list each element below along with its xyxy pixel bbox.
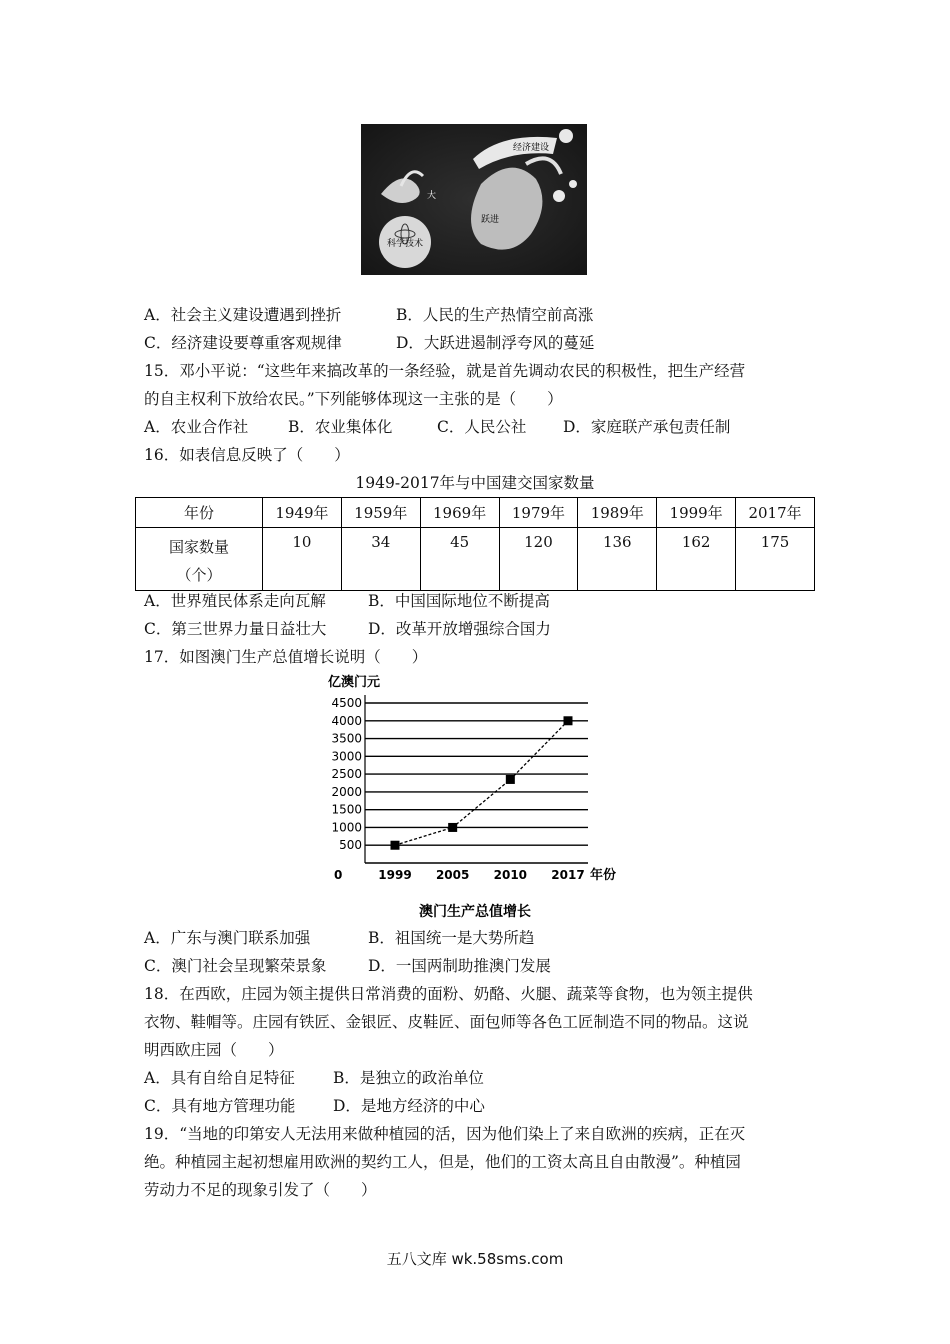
chart-x-tick-label: 2017 bbox=[551, 868, 585, 882]
chart-y-tick-label: 500 bbox=[339, 838, 362, 853]
q17-option-c: C．澳门社会呈现繁荣景象 bbox=[144, 957, 327, 975]
chart-series-line bbox=[395, 721, 568, 845]
q14-option-a: A．社会主义建设遭遇到挫折 bbox=[144, 306, 342, 324]
chart-grid bbox=[365, 695, 588, 863]
page-footer: 五八文库 wk.58sms.com bbox=[386, 1250, 564, 1268]
table-header-cell: 1969年 bbox=[420, 498, 499, 528]
q17-stem: 17．如图澳门生产总值增长说明（ ） bbox=[144, 648, 428, 666]
chart-y-tick-label: 1000 bbox=[331, 820, 362, 835]
table-header-cell: 1949年 bbox=[263, 498, 342, 528]
q16-stem: 16．如表信息反映了（ ） bbox=[144, 446, 350, 464]
q16-option-d: D．改革开放增强综合国力 bbox=[368, 620, 551, 638]
q18-stem-line1: 18．在西欧，庄园为领主提供日常消费的面粉、奶酪、火腿、蔬菜等食物，也为领主提供 bbox=[144, 985, 753, 1003]
macau-gdp-chart bbox=[320, 670, 630, 925]
chart-title: 澳门生产总值增长 bbox=[419, 904, 531, 920]
q18-stem-line3: 明西欧庄园（ ） bbox=[144, 1041, 284, 1059]
row-label-line2: （个） bbox=[176, 566, 222, 584]
q16-option-a: A．世界殖民体系走向瓦解 bbox=[144, 592, 326, 610]
cartoon-illustration bbox=[361, 124, 587, 275]
table-cell: 175 bbox=[736, 528, 815, 591]
q18-stem-line2: 衣物、鞋帽等。庄园有铁匠、金银匠、皮鞋匠、面包师等各色工匠制造不同的物品。这说 bbox=[144, 1013, 749, 1031]
chart-x-tick-label: 2010 bbox=[493, 868, 528, 882]
q16-option-c: C．第三世界力量日益壮大 bbox=[144, 620, 327, 638]
chart-y-tick-label: 2500 bbox=[331, 767, 362, 782]
table-header-cell: 1979年 bbox=[499, 498, 578, 528]
cartoon-label: 科学技术 bbox=[387, 239, 424, 249]
q18-option-c: C．具有地方管理功能 bbox=[144, 1097, 296, 1115]
chart-y-tick-label: 2000 bbox=[331, 784, 362, 799]
table-header-label: 年份 bbox=[136, 498, 263, 528]
q19-stem-line1: 19．“当地的印第安人无法用来做种植园的活，因为他们染上了来自欧洲的疾病，正在灭 bbox=[144, 1125, 746, 1143]
chart-points bbox=[391, 716, 573, 849]
table-cell: 136 bbox=[578, 528, 657, 591]
chart-y-tick-label: 3500 bbox=[331, 731, 362, 746]
table-cell: 34 bbox=[341, 528, 420, 591]
cartoon-label: 经济建设 bbox=[513, 143, 550, 153]
table-header-cell: 1959年 bbox=[341, 498, 420, 528]
q17-option-b: B．祖国统一是大势所趋 bbox=[368, 929, 535, 947]
chart-origin-label: 0 bbox=[334, 868, 343, 882]
chart-x-tick-label: 1999 bbox=[378, 868, 412, 882]
table-cell: 162 bbox=[657, 528, 736, 591]
q14-option-c: C．经济建设要尊重客观规律 bbox=[144, 334, 342, 352]
q16-option-b: B．中国国际地位不断提高 bbox=[368, 592, 550, 610]
q14-option-b: B．人民的生产热情空前高涨 bbox=[396, 306, 594, 324]
chart-y-tick-label: 3000 bbox=[331, 749, 362, 764]
q19-stem-line3: 劳动力不足的现象引发了（ ） bbox=[144, 1181, 377, 1199]
table-title: 1949-2017年与中国建交国家数量 bbox=[355, 474, 595, 492]
table-cell: 120 bbox=[499, 528, 578, 591]
cartoon-label: 大 bbox=[427, 191, 437, 201]
chart-y-tick-label: 1500 bbox=[331, 802, 362, 817]
chart-data-point bbox=[564, 716, 573, 725]
chart-data-point bbox=[448, 823, 457, 832]
diplomatic-relations-table bbox=[135, 497, 815, 591]
table-header-row bbox=[136, 498, 815, 528]
chart-x-axis-label: 年份 bbox=[590, 868, 617, 883]
q17-option-d: D．一国两制助推澳门发展 bbox=[368, 957, 551, 975]
table-header-cell: 1999年 bbox=[657, 498, 736, 528]
q18-option-d: D．是地方经济的中心 bbox=[333, 1097, 485, 1115]
q15-option-c: C．人民公社 bbox=[437, 418, 527, 436]
table-cell: 10 bbox=[263, 528, 342, 591]
table-header-cell: 1989年 bbox=[578, 498, 657, 528]
q15-option-b: B．农业集体化 bbox=[288, 418, 393, 436]
q15-stem-line1: 15．邓小平说：“这些年来搞改革的一条经验，就是首先调动农民的积极性，把生产经营 bbox=[144, 362, 746, 380]
chart-y-axis-label: 亿澳门元 bbox=[328, 675, 381, 690]
q15-option-d: D．家庭联产承包责任制 bbox=[563, 418, 731, 436]
row-label-line1: 国家数量 bbox=[168, 538, 229, 556]
chart-y-tick-label: 4000 bbox=[331, 713, 362, 728]
table-cell: 45 bbox=[420, 528, 499, 591]
cartoon-label: 跃进 bbox=[481, 215, 500, 225]
table-header-cell: 2017年 bbox=[736, 498, 815, 528]
q17-option-a: A．广东与澳门联系加强 bbox=[144, 929, 311, 947]
table-row bbox=[136, 528, 815, 591]
chart-x-tick-label: 2005 bbox=[435, 868, 470, 882]
chart-x-ticks bbox=[378, 868, 584, 882]
q15-stem-line2: 的自主权利下放给农民。”下列能够体现这一主张的是（ ） bbox=[144, 390, 563, 408]
chart-y-ticks bbox=[331, 696, 362, 852]
chart-y-tick-label: 4500 bbox=[331, 696, 362, 710]
table-row-label bbox=[136, 528, 263, 591]
q15-option-a: A．农业合作社 bbox=[144, 418, 249, 436]
chart-data-point bbox=[506, 775, 515, 784]
q18-option-b: B．是独立的政治单位 bbox=[333, 1069, 484, 1087]
chart-data-point bbox=[391, 841, 400, 850]
q18-option-a: A．具有自给自足特征 bbox=[144, 1069, 295, 1087]
q19-stem-line2: 绝。种植园主起初想雇用欧洲的契约工人，但是，他们的工资太高且自由散漫”。种植园 bbox=[144, 1153, 741, 1171]
q14-option-d: D．大跃进遏制浮夸风的蔓延 bbox=[396, 334, 595, 352]
